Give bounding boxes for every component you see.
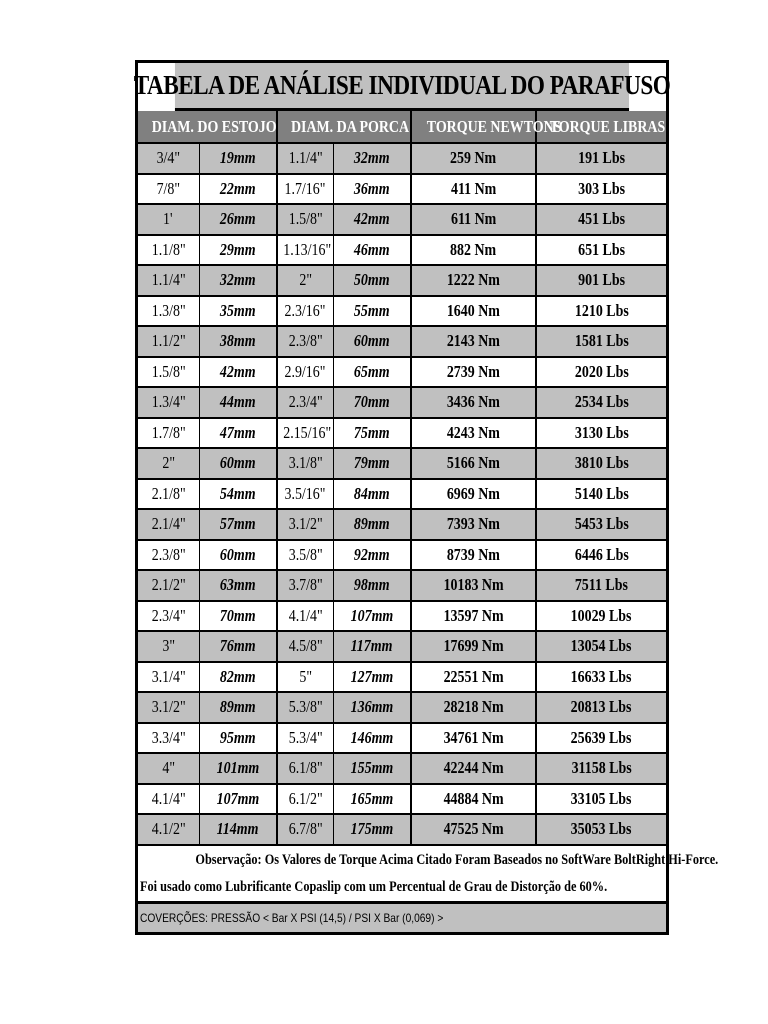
- table-title: TABELA DE ANÁLISE INDIVIDUAL DO PARAFUSO: [175, 63, 629, 111]
- cell-estojo-mm: 32mm: [199, 265, 277, 296]
- cell-estojo-mm: 76mm: [199, 631, 277, 662]
- table-row: [138, 631, 666, 662]
- cell-torque-newtons: 44884 Nm: [411, 784, 536, 815]
- cell-porca-mm: 98mm: [333, 570, 411, 601]
- observation-line-1: Observação: Os Valores de Torque Acima Citado Foram Baseados no SoftWare BoltRight Hi-Force.: [195, 851, 719, 868]
- table-row: [138, 723, 666, 754]
- cell-porca-mm: 79mm: [333, 448, 411, 479]
- cell-torque-libras: 3810 Lbs: [536, 448, 666, 479]
- table-row: [138, 387, 666, 418]
- cell-porca-mm: 127mm: [333, 662, 411, 693]
- cell-porca-inch: 5.3/8": [277, 692, 333, 723]
- cell-porca-mm: 136mm: [333, 692, 411, 723]
- cell-estojo-inch: 2": [138, 448, 199, 479]
- cell-porca-mm: 155mm: [333, 753, 411, 784]
- cell-estojo-inch: 1.1/4": [138, 265, 199, 296]
- cell-estojo-inch: 1.3/8": [138, 296, 199, 327]
- cell-estojo-inch: 1.3/4": [138, 387, 199, 418]
- header-diam-porca: DIAM. DA PORCA: [277, 111, 411, 143]
- cell-torque-newtons: 611 Nm: [411, 204, 536, 235]
- cell-torque-newtons: 1222 Nm: [411, 265, 536, 296]
- table-row: [138, 204, 666, 235]
- header-torque-libras: TORQUE LIBRAS: [536, 111, 666, 143]
- cell-porca-mm: 89mm: [333, 509, 411, 540]
- cell-estojo-inch: 3": [138, 631, 199, 662]
- table-row: [138, 448, 666, 479]
- table-row: [138, 235, 666, 266]
- cell-estojo-mm: 107mm: [199, 784, 277, 815]
- cell-estojo-mm: 70mm: [199, 601, 277, 632]
- cell-estojo-mm: 114mm: [199, 814, 277, 845]
- cell-estojo-mm: 63mm: [199, 570, 277, 601]
- cell-estojo-inch: 2.3/8": [138, 540, 199, 571]
- cell-estojo-inch: 1.1/8": [138, 235, 199, 266]
- cell-torque-newtons: 42244 Nm: [411, 753, 536, 784]
- cell-torque-newtons: 2739 Nm: [411, 357, 536, 388]
- cell-porca-inch: 6.1/2": [277, 784, 333, 815]
- cell-estojo-mm: 60mm: [199, 448, 277, 479]
- cell-estojo-mm: 89mm: [199, 692, 277, 723]
- cell-porca-mm: 32mm: [333, 143, 411, 174]
- header-torque-newtons: TORQUE NEWTONS: [411, 111, 536, 143]
- cell-porca-mm: 55mm: [333, 296, 411, 327]
- cell-torque-libras: 31158 Lbs: [536, 753, 666, 784]
- cell-estojo-mm: 19mm: [199, 143, 277, 174]
- cell-estojo-mm: 60mm: [199, 540, 277, 571]
- torque-table: [138, 111, 666, 846]
- cell-porca-mm: 165mm: [333, 784, 411, 815]
- table-row: [138, 418, 666, 449]
- table-row: [138, 601, 666, 632]
- cell-torque-newtons: 4243 Nm: [411, 418, 536, 449]
- cell-estojo-inch: 2.1/8": [138, 479, 199, 510]
- table-row: [138, 174, 666, 205]
- cell-porca-inch: 2.3/16": [277, 296, 333, 327]
- cell-torque-newtons: 411 Nm: [411, 174, 536, 205]
- cell-estojo-mm: 26mm: [199, 204, 277, 235]
- cell-estojo-mm: 44mm: [199, 387, 277, 418]
- cell-estojo-inch: 3.1/2": [138, 692, 199, 723]
- cell-torque-newtons: 13597 Nm: [411, 601, 536, 632]
- cell-porca-mm: 36mm: [333, 174, 411, 205]
- cell-torque-libras: 451 Lbs: [536, 204, 666, 235]
- cell-estojo-inch: 1.5/8": [138, 357, 199, 388]
- observation-note: [138, 846, 719, 904]
- torque-table-sheet: [133, 60, 719, 935]
- cell-torque-libras: 6446 Lbs: [536, 540, 666, 571]
- cell-torque-libras: 10029 Lbs: [536, 601, 666, 632]
- cell-porca-mm: 107mm: [333, 601, 411, 632]
- cell-porca-mm: 92mm: [333, 540, 411, 571]
- cell-porca-mm: 65mm: [333, 357, 411, 388]
- cell-porca-inch: 2.15/16": [277, 418, 333, 449]
- cell-torque-newtons: 8739 Nm: [411, 540, 536, 571]
- cell-estojo-mm: 42mm: [199, 357, 277, 388]
- cell-porca-mm: 70mm: [333, 387, 411, 418]
- cell-porca-inch: 6.7/8": [277, 814, 333, 845]
- cell-porca-inch: 3.5/16": [277, 479, 333, 510]
- cell-estojo-inch: 3.1/4": [138, 662, 199, 693]
- cell-porca-inch: 2.3/4": [277, 387, 333, 418]
- cell-estojo-mm: 22mm: [199, 174, 277, 205]
- table-row: [138, 753, 666, 784]
- cell-porca-mm: 75mm: [333, 418, 411, 449]
- cell-torque-newtons: 28218 Nm: [411, 692, 536, 723]
- table-row: [138, 784, 666, 815]
- cell-estojo-inch: 3/4": [138, 143, 199, 174]
- cell-estojo-mm: 101mm: [199, 753, 277, 784]
- cell-estojo-mm: 29mm: [199, 235, 277, 266]
- cell-estojo-inch: 2.1/4": [138, 509, 199, 540]
- cell-porca-inch: 1.1/4": [277, 143, 333, 174]
- pressure-conversions: [138, 904, 666, 932]
- cell-torque-libras: 7511 Lbs: [536, 570, 666, 601]
- cell-porca-mm: 60mm: [333, 326, 411, 357]
- cell-torque-newtons: 22551 Nm: [411, 662, 536, 693]
- cell-porca-inch: 3.1/8": [277, 448, 333, 479]
- cell-estojo-mm: 95mm: [199, 723, 277, 754]
- cell-torque-newtons: 2143 Nm: [411, 326, 536, 357]
- cell-estojo-mm: 82mm: [199, 662, 277, 693]
- cell-porca-inch: 1.13/16": [277, 235, 333, 266]
- cell-torque-newtons: 7393 Nm: [411, 509, 536, 540]
- cell-torque-libras: 303 Lbs: [536, 174, 666, 205]
- table-body: [138, 143, 666, 845]
- table-row: [138, 509, 666, 540]
- cell-porca-inch: 1.5/8": [277, 204, 333, 235]
- cell-estojo-inch: 4.1/2": [138, 814, 199, 845]
- cell-estojo-inch: 4.1/4": [138, 784, 199, 815]
- cell-porca-mm: 175mm: [333, 814, 411, 845]
- table-row: [138, 479, 666, 510]
- cell-torque-newtons: 3436 Nm: [411, 387, 536, 418]
- cell-torque-newtons: 5166 Nm: [411, 448, 536, 479]
- cell-porca-inch: 6.1/8": [277, 753, 333, 784]
- cell-torque-libras: 13054 Lbs: [536, 631, 666, 662]
- cell-estojo-inch: 1.7/8": [138, 418, 199, 449]
- table-row: [138, 357, 666, 388]
- cell-estojo-inch: 1.1/2": [138, 326, 199, 357]
- cell-porca-mm: 42mm: [333, 204, 411, 235]
- cell-porca-mm: 146mm: [333, 723, 411, 754]
- cell-torque-newtons: 882 Nm: [411, 235, 536, 266]
- cell-torque-newtons: 259 Nm: [411, 143, 536, 174]
- header-diam-estojo: DIAM. DO ESTOJO: [138, 111, 277, 143]
- cell-estojo-mm: 35mm: [199, 296, 277, 327]
- cell-torque-libras: 25639 Lbs: [536, 723, 666, 754]
- cell-estojo-mm: 47mm: [199, 418, 277, 449]
- table-header-row: [138, 111, 666, 143]
- table-row: [138, 296, 666, 327]
- cell-porca-inch: 2": [277, 265, 333, 296]
- cell-porca-mm: 117mm: [333, 631, 411, 662]
- cell-estojo-inch: 2.3/4": [138, 601, 199, 632]
- table-row: [138, 662, 666, 693]
- cell-torque-libras: 901 Lbs: [536, 265, 666, 296]
- cell-estojo-inch: 7/8": [138, 174, 199, 205]
- cell-estojo-inch: 1': [138, 204, 199, 235]
- table-row: [138, 814, 666, 845]
- cell-torque-newtons: 34761 Nm: [411, 723, 536, 754]
- observation-line-2: Foi usado como Lubrificante Copaslip com um Percentual de Grau de Distorção de 60%.: [140, 878, 608, 895]
- cell-estojo-inch: 4": [138, 753, 199, 784]
- cell-porca-inch: 4.1/4": [277, 601, 333, 632]
- cell-porca-mm: 50mm: [333, 265, 411, 296]
- cell-torque-newtons: 17699 Nm: [411, 631, 536, 662]
- cell-torque-libras: 3130 Lbs: [536, 418, 666, 449]
- table-row: [138, 265, 666, 296]
- cell-estojo-inch: 3.3/4": [138, 723, 199, 754]
- cell-torque-libras: 5140 Lbs: [536, 479, 666, 510]
- cell-torque-libras: 191 Lbs: [536, 143, 666, 174]
- cell-porca-inch: 5.3/4": [277, 723, 333, 754]
- cell-torque-libras: 1210 Lbs: [536, 296, 666, 327]
- table-row: [138, 143, 666, 174]
- cell-torque-libras: 2534 Lbs: [536, 387, 666, 418]
- cell-torque-libras: 16633 Lbs: [536, 662, 666, 693]
- cell-estojo-mm: 38mm: [199, 326, 277, 357]
- cell-torque-libras: 651 Lbs: [536, 235, 666, 266]
- cell-torque-newtons: 47525 Nm: [411, 814, 536, 845]
- cell-torque-newtons: 10183 Nm: [411, 570, 536, 601]
- cell-porca-inch: 3.7/8": [277, 570, 333, 601]
- cell-porca-mm: 46mm: [333, 235, 411, 266]
- cell-torque-libras: 20813 Lbs: [536, 692, 666, 723]
- cell-porca-inch: 1.7/16": [277, 174, 333, 205]
- cell-torque-libras: 1581 Lbs: [536, 326, 666, 357]
- cell-porca-inch: 4.5/8": [277, 631, 333, 662]
- cell-porca-inch: 2.9/16": [277, 357, 333, 388]
- cell-torque-newtons: 1640 Nm: [411, 296, 536, 327]
- cell-estojo-mm: 57mm: [199, 509, 277, 540]
- cell-estojo-inch: 2.1/2": [138, 570, 199, 601]
- table-row: [138, 326, 666, 357]
- table-row: [138, 540, 666, 571]
- table-row: [138, 570, 666, 601]
- cell-estojo-mm: 54mm: [199, 479, 277, 510]
- conversions-text: COVERÇÕES: PRESSÃO < Bar X PSI (14,5) / PSI X Bar (0,069) >: [140, 910, 444, 925]
- cell-porca-inch: 2.3/8": [277, 326, 333, 357]
- cell-torque-libras: 33105 Lbs: [536, 784, 666, 815]
- cell-porca-inch: 3.1/2": [277, 509, 333, 540]
- cell-torque-libras: 35053 Lbs: [536, 814, 666, 845]
- table-row: [138, 692, 666, 723]
- cell-porca-inch: 5": [277, 662, 333, 693]
- cell-torque-libras: 5453 Lbs: [536, 509, 666, 540]
- cell-porca-mm: 84mm: [333, 479, 411, 510]
- cell-torque-newtons: 6969 Nm: [411, 479, 536, 510]
- cell-porca-inch: 3.5/8": [277, 540, 333, 571]
- cell-torque-libras: 2020 Lbs: [536, 357, 666, 388]
